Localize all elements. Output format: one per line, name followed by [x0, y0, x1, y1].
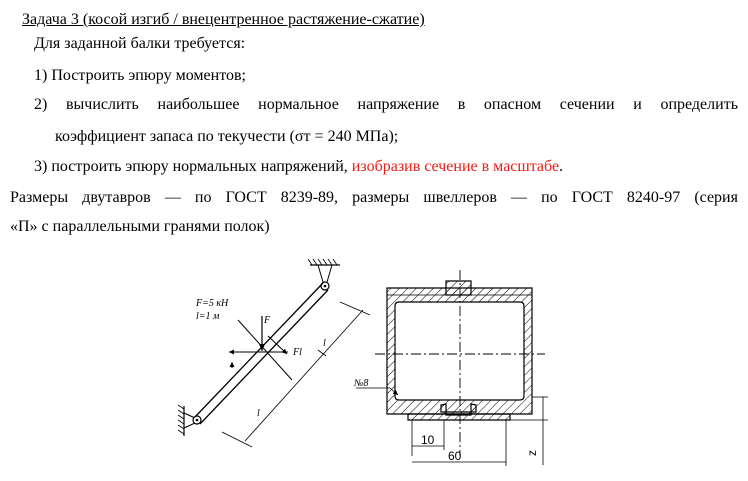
sizes-note-word: двутавров: [82, 189, 151, 206]
task-item-2-word: 2): [34, 96, 48, 113]
sizes-note-word: 8239-89,: [280, 189, 339, 206]
task-item-2-word: напряжение: [357, 96, 440, 113]
cross-line: [238, 320, 292, 380]
sizes-note-word: 8240-97: [626, 189, 681, 206]
force-label: F: [264, 315, 271, 326]
top-pin-support: [308, 259, 340, 290]
bottom-plate: [408, 414, 510, 420]
moment-arrow: [268, 336, 287, 354]
sizes-note-word: ГОСТ: [571, 189, 613, 206]
dimension-60-label: 60: [448, 449, 462, 463]
ibeam-top: [446, 281, 471, 295]
sizes-note-word: по: [541, 189, 558, 206]
task-item-2-word: определить: [660, 96, 738, 113]
task-item-2-word: наибольшее: [157, 96, 240, 113]
channels-section: [387, 288, 532, 414]
task-item-2-word: и: [633, 96, 642, 113]
task-item-1: 1) Построить эпюру моментов;: [34, 67, 246, 84]
sizes-note-word: по: [194, 189, 212, 206]
cross-section: [353, 270, 548, 466]
beam-scheme: [178, 259, 370, 447]
task-item-2-word: вычислить: [65, 96, 139, 113]
sizes-note-word: размеры: [352, 189, 410, 206]
task-item-3-highlight: изобразив сечение в масштабе: [351, 158, 560, 175]
sizes-note-line-2: «П» с параллельными гранями полок): [10, 218, 270, 235]
task-item-2-line-2: коэффициент запаса по текучести (σт = 240 МПа);: [55, 128, 399, 145]
task-item-2-word: опасном: [483, 96, 542, 113]
force-value-label: F=5 кН: [196, 298, 229, 309]
dimension-z-label: z: [525, 450, 539, 456]
task-item-3-text: 3) построить эпюру нормальных напряжений,: [34, 158, 348, 175]
sizes-note-word: —: [164, 189, 181, 206]
task-item-2-word: сечении: [559, 96, 615, 113]
task-item-2-word: нормальное: [258, 96, 339, 113]
moment-label: Fl: [293, 347, 302, 358]
channel-number-label: №8: [354, 378, 369, 389]
sizes-note-word: (серия: [694, 189, 738, 206]
sizes-note-word: ГОСТ: [225, 189, 267, 206]
sizes-note-word: —: [511, 189, 527, 206]
task-item-3-period: .: [559, 158, 564, 175]
sizes-note-word: Размеры: [10, 189, 69, 206]
sizes-note-word: швеллеров: [423, 189, 497, 206]
task-title: Задача 3 (косой изгиб / внецентренное растяжение-сжатие): [22, 11, 425, 28]
bottom-pin-support: [178, 405, 201, 436]
length-label-upper: l: [323, 338, 326, 349]
task-item-2-word: в: [457, 96, 466, 113]
length-value-label: l=1 м: [196, 311, 220, 322]
length-label-lower: l: [257, 408, 260, 419]
dimension-10-label: 10: [421, 433, 435, 447]
task-intro: Для заданной балки требуется:: [34, 35, 246, 52]
